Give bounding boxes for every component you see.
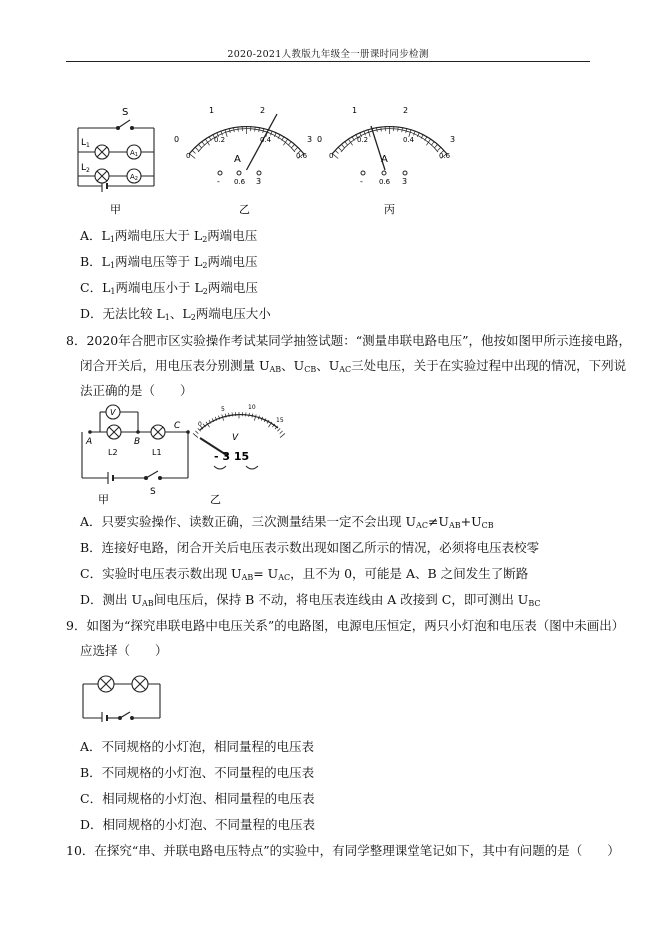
q9-option-a: A．不同规格的小灯泡，相同量程的电压表	[80, 739, 315, 754]
bing-top-0: 0	[317, 135, 323, 144]
bing-top-3: 3	[450, 135, 456, 144]
yi-bot-0: 0	[186, 152, 191, 160]
bing-bot-2: 0.4	[403, 136, 415, 144]
meter-tick	[341, 144, 344, 148]
q8-stem-line1: 8．2020年合肥市区实验操作考试某同学抽签试题：“测量串联电路电压”，他按如图甲所示连接电路，	[66, 333, 632, 348]
figure-q9-svg	[80, 670, 164, 722]
q9-option-b: B．不同规格的小灯泡、不同量程的电压表	[80, 765, 315, 780]
meter-tick	[192, 150, 196, 153]
yi-top-2: 2	[260, 106, 266, 115]
yi-unit: A	[234, 154, 241, 165]
q8-scale-5: 5	[221, 406, 225, 413]
meter-tick	[225, 129, 227, 137]
q8-l2-label: L2	[108, 448, 118, 457]
figure-q8	[78, 402, 298, 506]
q8-meter-terminals: - 3 15	[214, 450, 250, 463]
q8-label-jia: 甲	[98, 493, 109, 506]
q7-l2-label: $L_2$	[81, 163, 90, 174]
q9-stem-line2: 应选择（ ）	[80, 643, 168, 658]
meter-tick	[280, 433, 285, 437]
bing-top-1: 1	[352, 106, 358, 115]
q7-l1-label: $L_1$	[81, 138, 90, 149]
ammeter-bing	[317, 106, 455, 186]
q8-meter-unit: V	[232, 433, 239, 443]
meter-tick	[229, 413, 230, 417]
meter-tick	[254, 415, 256, 421]
meter-tick	[249, 413, 250, 417]
q7-option-d: D．无法比较 $L_1$、$L_2$两端电压大小	[80, 306, 271, 322]
q8-option-d: D．测出 $U_{AB}$间电压后，保持 B 不动，将电压表连线由 A 改接到 C，即可测出 $U_{BC}$	[80, 592, 541, 608]
q8-stem-line2: 闭合开关后，用电压表分别测量 $U_{AB}$、$U_{CB}$、$U_{AC}$三处电压，关于在实验过程中出现的情况，下列说	[80, 358, 627, 374]
meter-tick	[345, 141, 348, 145]
q8-a-label: A	[86, 437, 93, 447]
meter-tick	[195, 147, 198, 151]
q7-label-jia: 甲	[110, 203, 121, 216]
meter-tick	[280, 431, 283, 434]
yi-top-0: 0	[174, 135, 180, 144]
meter-tick	[292, 144, 295, 148]
q8-scale-0: 0	[198, 421, 202, 428]
meter-tick	[368, 129, 370, 137]
bing-top-2: 2	[403, 106, 409, 115]
bing-term-3: 3	[402, 177, 408, 186]
figure-q7	[74, 100, 474, 222]
q8-v-label: V	[110, 408, 116, 417]
meter-tick	[198, 144, 201, 148]
q8-option-b: B．连接好电路，闭合开关后电压表示数出现如图乙所示的情况，必须将电压表校零	[80, 540, 540, 555]
q7-switch-label: S	[122, 107, 129, 118]
q7-label-yi: 乙	[239, 203, 250, 216]
q7-option-a: A．$L_1$两端电压大于 $L_2$两端电压	[80, 228, 258, 244]
bing-bot-3: 0.6	[439, 152, 451, 160]
bing-term-neg: -	[360, 177, 363, 186]
meter-tick	[431, 141, 434, 145]
bing-term-06: 0.6	[379, 178, 391, 186]
meter-tick	[288, 141, 291, 145]
meter-tick	[335, 150, 339, 153]
q10-stem-line1: 10．在探究“串、并联电路电压特点”的实验中，有同学整理课堂笔记如下，其中有问题的是（ ）	[66, 843, 620, 858]
bing-unit: A	[381, 154, 388, 165]
meter-tick	[435, 144, 438, 148]
yi-term-06: 0.6	[234, 178, 246, 186]
voltmeter-yi	[193, 404, 285, 469]
q8-s-label: S	[150, 487, 156, 497]
q7-option-b: B．$L_1$两端电压等于 $L_2$两端电压	[80, 254, 258, 270]
ammeter-yi	[174, 106, 312, 186]
meter-tick	[295, 147, 298, 151]
q8-label-yi: 乙	[210, 493, 221, 506]
meter-tick	[252, 414, 253, 418]
meter-tick	[202, 141, 205, 145]
q7-a2-label: A2	[130, 173, 138, 182]
yi-bot-3: 0.6	[296, 152, 308, 160]
yi-bot-1: 0.2	[214, 136, 226, 144]
q7-a1-label: A1	[130, 149, 138, 158]
q8-option-c: C．实验时电压表示数出现 $U_{AB}= U_{AC}$，且不为 0，可能是 A、B 之间发生了断路	[80, 566, 529, 582]
page-header: 2020-2021人教版九年级全一册课时同步检测	[227, 49, 429, 60]
q8-option-a: A．只要实验操作、读数正确，三次测量结果一定不会出现 $U_{AC}\ne U_{AB}+U_{CB}$	[80, 514, 494, 530]
q9-option-d: D．相同规格的小灯泡、不同量程的电压表	[80, 817, 316, 832]
yi-top-1: 1	[209, 106, 215, 115]
q8-scale-15: 15	[276, 417, 284, 424]
q7-option-c: C．$L_1$两端电压小于 $L_2$两端电压	[80, 280, 258, 296]
q8-scale-10: 10	[248, 404, 256, 411]
meter-tick	[338, 147, 341, 151]
q8-b-label: B	[134, 437, 141, 447]
q8-c-label: C	[174, 421, 181, 431]
figure-q9	[80, 670, 164, 722]
meter-tick	[195, 431, 198, 434]
yi-bot-2: 0.4	[260, 136, 272, 144]
figure-q7-svg	[74, 100, 474, 222]
q8-l1-label: L1	[152, 448, 162, 457]
bing-bot-0: 0	[329, 152, 334, 160]
header-rule	[66, 61, 590, 62]
meter-tick	[438, 147, 441, 151]
yi-term-neg: -	[217, 177, 220, 186]
q7-label-bing: 丙	[384, 203, 395, 216]
yi-term-3: 3	[256, 177, 262, 186]
bing-bot-1: 0.2	[357, 136, 369, 144]
figure-q8-svg	[78, 402, 298, 506]
q9-stem-line1: 9．如图为“探究串联电路中电压关系”的电路图，电源电压恒定，两只小灯泡和电压表（图中未画出）	[66, 618, 625, 633]
q9-option-c: C．相同规格的小灯泡、相同量程的电压表	[80, 791, 315, 806]
q8-stem-line3: 法正确的是（ ）	[80, 383, 193, 398]
meter-tick	[277, 428, 280, 431]
meter-tick	[193, 433, 198, 437]
yi-top-3: 3	[307, 135, 313, 144]
